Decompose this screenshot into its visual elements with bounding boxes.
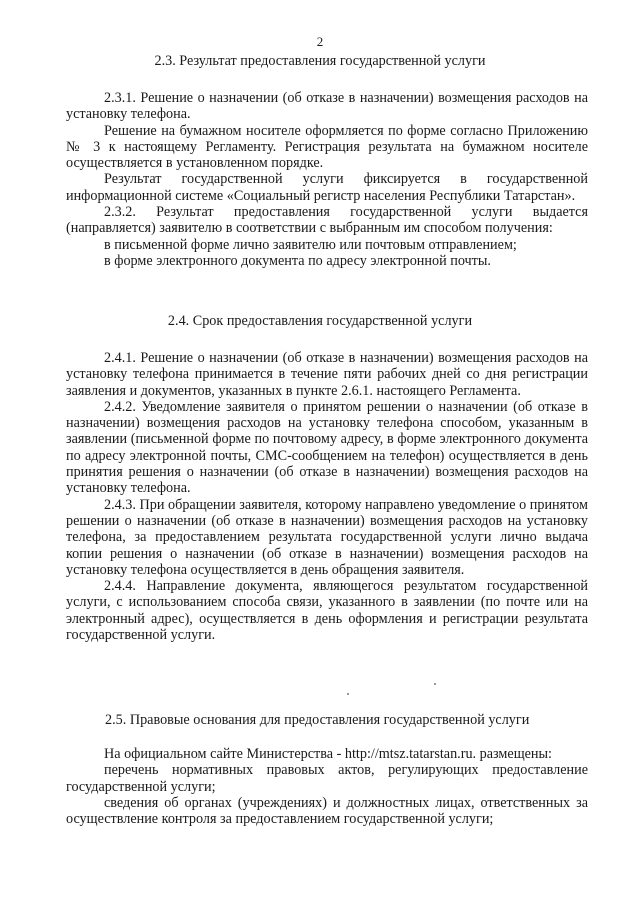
section-2-4-heading: 2.4. Срок предоставления государственной услуги: [167, 313, 473, 329]
paragraph-2-4-2: 2.4.2. Уведомление заявителя о принятом решении о назначении (об отказе в назначении) возмещения расходов на установку телефона способом, указанным в заявлении (письменной форме по почтовому адресу, в форме электронного документа по адресу электронной почты, СМС-сообщением на телефон) осуществляется в день принятия решения о назначении (об отказе в назначении) возмещения расходов на установку телефона.: [66, 398, 588, 497]
paragraph-2-3-2-written: в письменной форме лично заявителю или почтовым отправлением;: [104, 236, 517, 253]
paragraph-2-4-1: 2.4.1. Решение о назначении (об отказе в назначении) возмещения расходов на установку телефона принимается в течение пяти рабочих дней со дня регистрации заявления и документов, указанных в пункте 2.6.1. настоящего Регламента.: [66, 350, 588, 399]
paragraph-2-4-4: 2.4.4. Направление документа, являющегося результатом государственной услуги, с использованием способа связи, указанного в заявлении (по почте или на электронный адрес), осуществляется в день оформления и регистрации результата государственной услуги.: [66, 578, 588, 644]
paragraph-2-3-1-paper-form: Решение на бумажном носителе оформляется по форме согласно Приложению № 3 к настоящему Регламенту. Регистрация результата на бумажном носителе осуществляется в установленном порядке.: [66, 122, 588, 172]
paragraph-2-5-control-bodies: сведения об органах (учреждениях) и должностных лицах, ответственных за осуществление контроля за предоставлением государственной услуги;: [66, 794, 588, 828]
page-number: 2: [316, 34, 324, 49]
paragraph-2-3-1-registry: Результат государственной услуги фиксируется в государственной информационной системе «Социальный регистр населения Республики Татарстан».: [66, 171, 588, 204]
paragraph-2-5-legal-acts: перечень нормативных правовых актов, регулирующих предоставление государственной услуги;: [66, 762, 588, 795]
paragraph-2-3-2: 2.3.2. Результат предоставления государственной услуги выдается (направляется) заявителю в соответствии с выбранным им способом получения:: [66, 204, 588, 237]
section-2-4-body: [66, 350, 588, 643]
paragraph-2-5-website: На официальном сайте Министерства - http://mtsz.tatarstan.ru. размещены:: [104, 746, 552, 762]
section-2-5-heading: 2.5. Правовые основания для предоставления государственной услуги: [105, 712, 530, 728]
section-2-3-heading: 2.3. Результат предоставления государственной услуги: [154, 53, 486, 69]
section-2-5-body: [66, 746, 588, 827]
scan-speck: [434, 683, 436, 685]
section-2-3-body: [66, 90, 588, 269]
paragraph-2-3-1: 2.3.1. Решение о назначении (об отказе в назначении) возмещения расходов на установку телефона.: [66, 90, 588, 123]
paragraph-2-3-2-electronic: в форме электронного документа по адресу электронной почты.: [104, 252, 491, 269]
paragraph-2-4-3: 2.4.3. При обращении заявителя, которому направлено уведомление о принятом решении о назначении (об отказе в назначении) возмещения расходов на установку телефона, за предоставлением результата государственной услуги лично выдача копии решения о назначении (об отказе в назначении) возмещения расходов на установку телефона осуществляется в день обращения заявителя.: [66, 496, 588, 578]
scan-speck: [347, 693, 349, 695]
